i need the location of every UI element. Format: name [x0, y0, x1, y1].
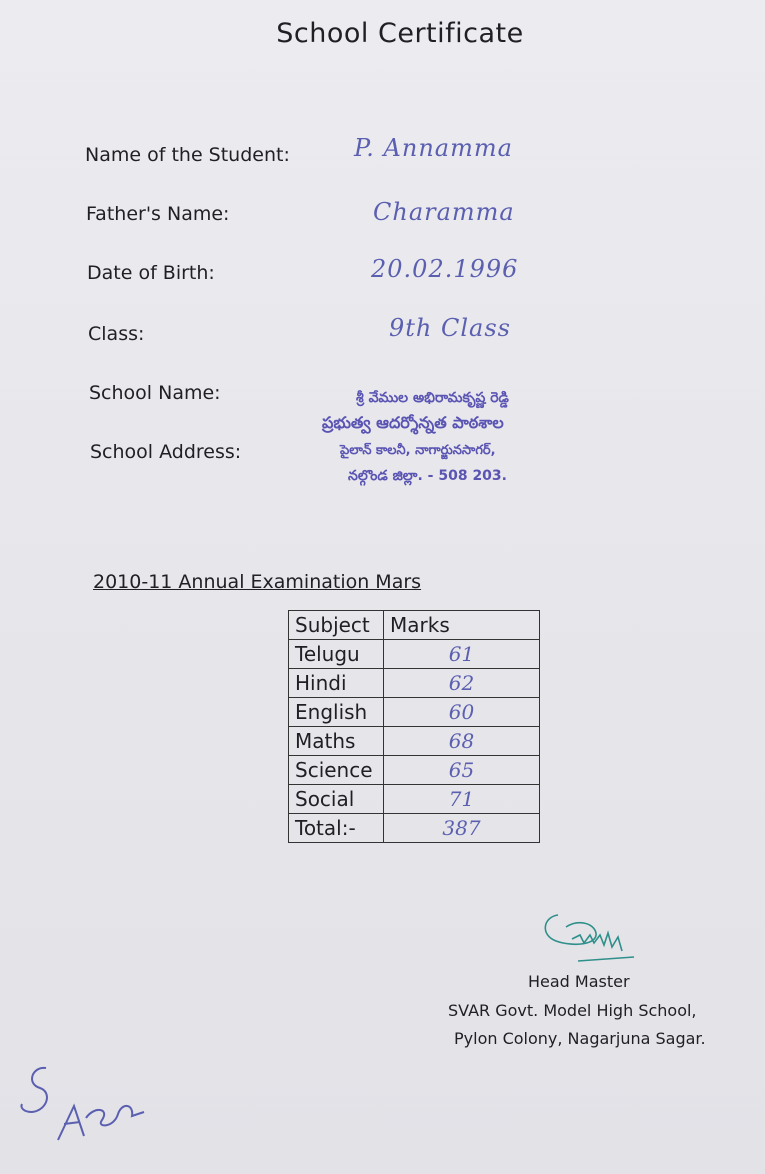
- marks-cell: 71: [384, 785, 540, 814]
- value-dob: 20.02.1996: [371, 255, 519, 283]
- subject-cell: Total:-: [289, 814, 384, 843]
- table-row: [289, 785, 540, 814]
- marks-cell: 61: [384, 640, 540, 669]
- label-school-name: School Name:: [89, 382, 221, 404]
- table-row: [289, 698, 540, 727]
- marks-cell: 68: [384, 727, 540, 756]
- marks-table-header: [289, 611, 540, 640]
- table-row: [289, 669, 540, 698]
- subject-cell: Hindi: [289, 669, 384, 698]
- school-full-name: SVAR Govt. Model High School,: [448, 1001, 697, 1020]
- header-marks: Marks: [384, 611, 540, 640]
- table-row: [289, 814, 540, 843]
- label-father-name: Father's Name:: [86, 203, 230, 225]
- subject-cell: Social: [289, 785, 384, 814]
- marks-table: [288, 610, 540, 843]
- stamp-line-3: పైలాన్ కాలనీ, నాగార్జునసాగర్,: [340, 443, 496, 458]
- subject-cell: Science: [289, 756, 384, 785]
- header-subject: Subject: [289, 611, 384, 640]
- attestation-signature: [14, 1062, 154, 1146]
- stamp-line-1: శ్రీ వేముల అభిరామకృష్ణ రెడ్డి: [356, 390, 509, 406]
- stamp-line-4: నల్గొండ జిల్లా. - 508 203.: [348, 468, 507, 484]
- marks-cell: 60: [384, 698, 540, 727]
- value-class: 9th Class: [389, 314, 511, 342]
- table-row: [289, 756, 540, 785]
- subject-cell: Maths: [289, 727, 384, 756]
- subject-cell: Telugu: [289, 640, 384, 669]
- head-master-title: Head Master: [528, 972, 630, 991]
- label-student-name: Name of the Student:: [85, 144, 290, 166]
- table-row: [289, 640, 540, 669]
- certificate-title: School Certificate: [276, 18, 524, 49]
- value-student-name: P. Annamma: [354, 134, 513, 162]
- table-row: [289, 727, 540, 756]
- subject-cell: English: [289, 698, 384, 727]
- label-dob: Date of Birth:: [87, 262, 215, 284]
- label-school-address: School Address:: [90, 441, 242, 463]
- school-stamp: [318, 384, 608, 488]
- marks-cell: 387: [384, 814, 540, 843]
- label-class: Class:: [88, 323, 145, 345]
- value-father-name: Charamma: [373, 198, 515, 226]
- stamp-line-2: ప్రభుత్వ ఆదర్శోన్నత పాఠశాల: [322, 413, 504, 432]
- exam-heading: 2010-11 Annual Examination Mars: [93, 571, 422, 593]
- marks-cell: 62: [384, 669, 540, 698]
- school-location: Pylon Colony, Nagarjuna Sagar.: [454, 1029, 706, 1048]
- marks-cell: 65: [384, 756, 540, 785]
- head-master-signature: [538, 905, 648, 975]
